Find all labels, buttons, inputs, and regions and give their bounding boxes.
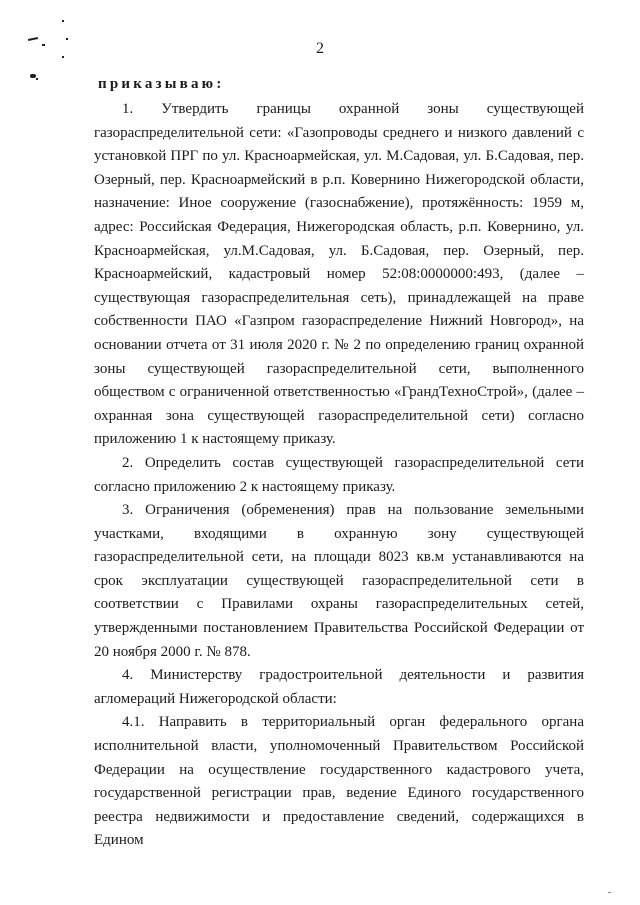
scan-speck <box>36 78 38 80</box>
scan-speck <box>62 20 64 22</box>
document-body <box>94 98 584 853</box>
paragraph-3: 3. Ограничения (обременения) прав на пользование земельными участками, входящими в охранную зону существующей газораспределительной сети, на площади 8023 кв.м устанавливаются на срок эксплуатации существующей газораспределительной сети в соответствии с Правилами охраны газораспределительных сетей, утвержденными постановлением Правительства Российской Федерации от 20 ноября 2000 г. № 878. <box>94 502 584 660</box>
scan-speck <box>608 892 611 893</box>
paragraph-4-1: 4.1. Направить в территориальный орган федерального органа исполнительной власти, уполномоченный Правительством Российской Федерации на осуществление государственного кадастрового учета, государственной регистрации прав, ведение Единого государственного реестра недвижимости и предоставление сведений, содержащихся в Едином <box>94 714 584 849</box>
order-heading: приказываю: <box>98 76 225 92</box>
paragraph-2: 2. Определить состав существующей газораспределительной сети согласно приложению 2 к настоящему приказу. <box>94 454 584 495</box>
paragraph-4: 4. Министерству градостроительной деятельности и развития агломераций Нижегородской области: <box>94 667 584 707</box>
paragraph-1: 1. Утвердить границы охранной зоны существующей газораспределительной сети: «Газопроводы среднего и низкого давлений с установкой ПРГ по ул. Красноармейская, ул. М.Садовая, ул. Б.Садовая, пер. Озерный, пер. Красноармейский в р.п. Ковернино Нижегородской области, назначение: Иное сооружение (газоснабжение), протяжённость: 1959 м, адрес: Российская Федерация, Нижегородская область, р.п. Ковернино, ул. Красноармейская, ул.М.Садовая, ул. Б.Садовая, пер. Озерный, пер. Красноармейский, кадастровый номер 52:08:0000000:493, (далее – существующая газораспределительная сеть), принадлежащей на праве собственности ПАО «Газпром газораспределение Нижний Новгород», на основании отчета от 31 июля 2020 г. № 2 по определению границ охранной зоны существующей газораспределительной сети, выполненного обществом с ограниченной ответственностью «ГрандТехноСтрой», (далее – охранная зона существующей газораспределительной сети) согласно приложению 1 к настоящему приказу. <box>94 101 584 448</box>
page-number: 2 <box>316 40 324 57</box>
